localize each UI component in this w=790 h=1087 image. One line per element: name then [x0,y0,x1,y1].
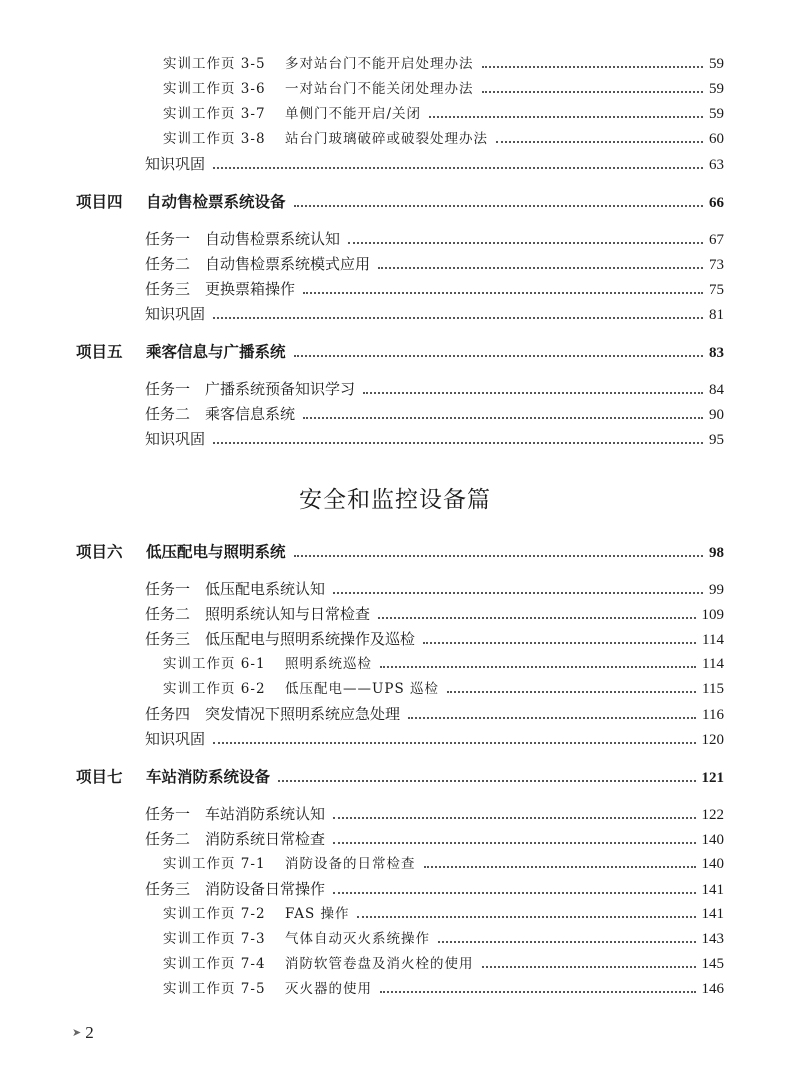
sheet-title: 消防设备的日常检查 [285,856,416,872]
toc-entry-title: 任务三 更换票箱操作 [145,280,296,298]
sheet-title: 站台门玻璃破碎或破裂处理办法 [285,131,488,147]
toc-sheet-7-4[interactable] [163,957,724,972]
page-number: 83 [709,345,724,361]
toc-sheet-3-5[interactable] [163,57,724,72]
toc-sheet-6-1[interactable] [163,657,724,672]
toc-task[interactable] [145,607,724,623]
page-footer [72,1023,94,1043]
toc-entry-title: 任务二 乘客信息系统 [145,405,296,423]
toc-entry-title [76,770,270,786]
page-number: 81 [709,307,724,323]
toc-sheet-7-2[interactable] [163,907,724,922]
sheet-title: 多对站台门不能开启处理办法 [285,56,474,72]
dot-leader [333,892,695,894]
page-number: 73 [709,257,724,273]
page-number: 140 [701,856,724,872]
page-number: 67 [709,232,724,248]
toc-entry-title [76,545,286,561]
toc-task[interactable] [145,882,724,898]
dot-leader [294,205,703,207]
sheet-title: 消防软管卷盘及消火栓的使用 [285,956,474,972]
toc-entry-title: 任务一 车站消防系统认知 [145,805,326,823]
sheet-number: 实训工作页 7-3 [163,931,266,947]
toc-entry-title [76,345,286,361]
dot-leader [438,941,696,943]
toc-entry-title: 知识巩固 [145,430,206,448]
toc-entry-title [163,683,439,697]
dot-leader [408,717,696,719]
dot-leader [482,91,704,93]
page-number: 143 [701,931,724,947]
toc-task-review[interactable] [145,432,724,448]
toc-task-review[interactable] [145,157,724,173]
page-number: 120 [701,732,724,748]
project-title: 车站消防系统设备 [146,768,271,786]
project-number: 项目五 [76,343,123,361]
page-number: 90 [709,407,724,423]
toc-task[interactable] [145,632,724,648]
dot-leader [482,66,704,68]
toc-task[interactable] [145,807,724,823]
dot-leader [303,417,703,419]
toc-entry-title: 任务二 自动售检票系统模式应用 [145,255,371,273]
page-number: 98 [709,545,724,561]
page-number: 109 [701,607,724,623]
toc-entry-title: 任务三 消防设备日常操作 [145,880,326,898]
dot-leader [429,116,703,118]
dot-leader [447,691,696,693]
toc-entry-title [163,933,430,947]
toc-entry-title: 任务二 照明系统认知与日常检查 [145,605,371,623]
page-number: 115 [702,681,724,697]
dot-leader [333,592,703,594]
project-title: 乘客信息与广播系统 [146,343,286,361]
toc-entry-title [76,195,286,211]
toc-project-5[interactable] [76,345,724,361]
dot-leader [213,317,703,319]
project-title: 自动售检票系统设备 [146,193,286,211]
toc-sheet-7-5[interactable] [163,982,724,997]
toc-sheet-7-1[interactable] [163,857,724,872]
sheet-number: 实训工作页 3-5 [163,56,266,72]
toc-sheet-3-8[interactable] [163,132,724,147]
dot-leader [303,292,703,294]
toc-entry-title [163,133,488,147]
page-number: 60 [709,131,724,147]
toc-sheet-3-6[interactable] [163,82,724,97]
toc-entry-title [163,58,474,72]
toc-entry-title: 知识巩固 [145,305,206,323]
sheet-number: 实训工作页 3-6 [163,81,266,97]
section-heading: 安全和监控设备篇 [299,487,491,513]
page-number: 66 [709,195,724,211]
page-marker-icon: ➤ [72,1027,82,1039]
toc-sheet-3-7[interactable] [163,107,724,122]
toc-entry-title [163,108,421,122]
toc-task[interactable] [145,707,724,723]
dot-leader [213,442,703,444]
page-number: 84 [709,382,724,398]
toc-entry-title: 知识巩固 [145,155,206,173]
sheet-number: 实训工作页 7-1 [163,856,266,872]
toc-task[interactable] [145,382,724,398]
sheet-title: 气体自动灭火系统操作 [285,931,430,947]
dot-leader [357,916,695,918]
dot-leader [213,167,703,169]
page-number: 63 [709,157,724,173]
project-number: 项目四 [76,193,123,211]
toc-sheet-6-2[interactable] [163,682,724,697]
sheet-title: FAS 操作 [285,906,350,922]
toc-sheet-7-3[interactable] [163,932,724,947]
toc-entry-title [163,983,372,997]
toc-task[interactable] [145,257,724,273]
dot-leader [333,842,695,844]
page-number: 140 [701,832,724,848]
page-number: 116 [702,707,724,723]
dot-leader [363,392,703,394]
dot-leader [380,666,696,668]
dot-leader [294,555,703,557]
toc-entry-title [163,658,372,672]
page-number: 141 [701,906,724,922]
toc-project-7[interactable] [76,770,724,786]
page-number: 59 [709,56,724,72]
page-number: 122 [701,807,724,823]
dot-leader [348,242,703,244]
sheet-number: 实训工作页 3-8 [163,131,266,147]
page-number: 99 [709,582,724,598]
toc-entry-title: 任务一 低压配电系统认知 [145,580,326,598]
project-number: 项目七 [76,768,123,786]
toc-task-review[interactable] [145,307,724,323]
toc-task[interactable] [145,282,724,298]
sheet-title: 低压配电——UPS 巡检 [285,681,440,697]
toc-project-4[interactable] [76,195,724,211]
sheet-title: 照明系统巡检 [285,656,372,672]
dot-leader [378,617,695,619]
sheet-title: 一对站台门不能关闭处理办法 [285,81,474,97]
sheet-title: 单侧门不能开启/关闭 [285,106,422,122]
page-number: 121 [701,770,724,786]
page-number: 95 [709,432,724,448]
dot-leader [213,742,695,744]
toc-entry-title [163,958,474,972]
sheet-number: 实训工作页 6-1 [163,656,266,672]
dot-leader [423,642,696,644]
toc-entry-title [163,908,349,922]
project-title: 低压配电与照明系统 [146,543,286,561]
toc-entry-title: 知识巩固 [145,730,206,748]
dot-leader [333,817,695,819]
toc-entry-title: 任务四 突发情况下照明系统应急处理 [145,705,401,723]
sheet-number: 实训工作页 6-2 [163,681,266,697]
dot-leader [380,991,696,993]
toc-entry-title [163,858,416,872]
dot-leader [482,966,696,968]
page-number: 75 [709,282,724,298]
toc-entry-title: 任务一 广播系统预备知识学习 [145,380,356,398]
project-number: 项目六 [76,543,123,561]
dot-leader [294,355,703,357]
page-number: 145 [701,956,724,972]
toc-task[interactable] [145,832,724,848]
dot-leader [496,141,703,143]
dot-leader [278,780,695,782]
sheet-title: 灭火器的使用 [285,981,372,997]
page-number: 114 [702,656,724,672]
toc-task-review[interactable] [145,732,724,748]
footer-page-number: 2 [85,1023,94,1042]
page-number: 59 [709,106,724,122]
dot-leader [378,267,703,269]
toc-task[interactable] [145,407,724,423]
toc-task[interactable] [145,232,724,248]
toc-project-6[interactable] [76,545,724,561]
sheet-number: 实训工作页 7-2 [163,906,266,922]
sheet-number: 实训工作页 7-5 [163,981,266,997]
toc-task[interactable] [145,582,724,598]
dot-leader [424,866,696,868]
page-number: 59 [709,81,724,97]
toc-entry-title: 任务三 低压配电与照明系统操作及巡检 [145,630,416,648]
toc-entry-title: 任务二 消防系统日常检查 [145,830,326,848]
page-number: 141 [701,882,724,898]
page-number: 146 [701,981,724,997]
sheet-number: 实训工作页 7-4 [163,956,266,972]
page-number: 114 [702,632,724,648]
toc-entry-title: 任务一 自动售检票系统认知 [145,230,341,248]
toc-entry-title [163,83,474,97]
sheet-number: 实训工作页 3-7 [163,106,266,122]
